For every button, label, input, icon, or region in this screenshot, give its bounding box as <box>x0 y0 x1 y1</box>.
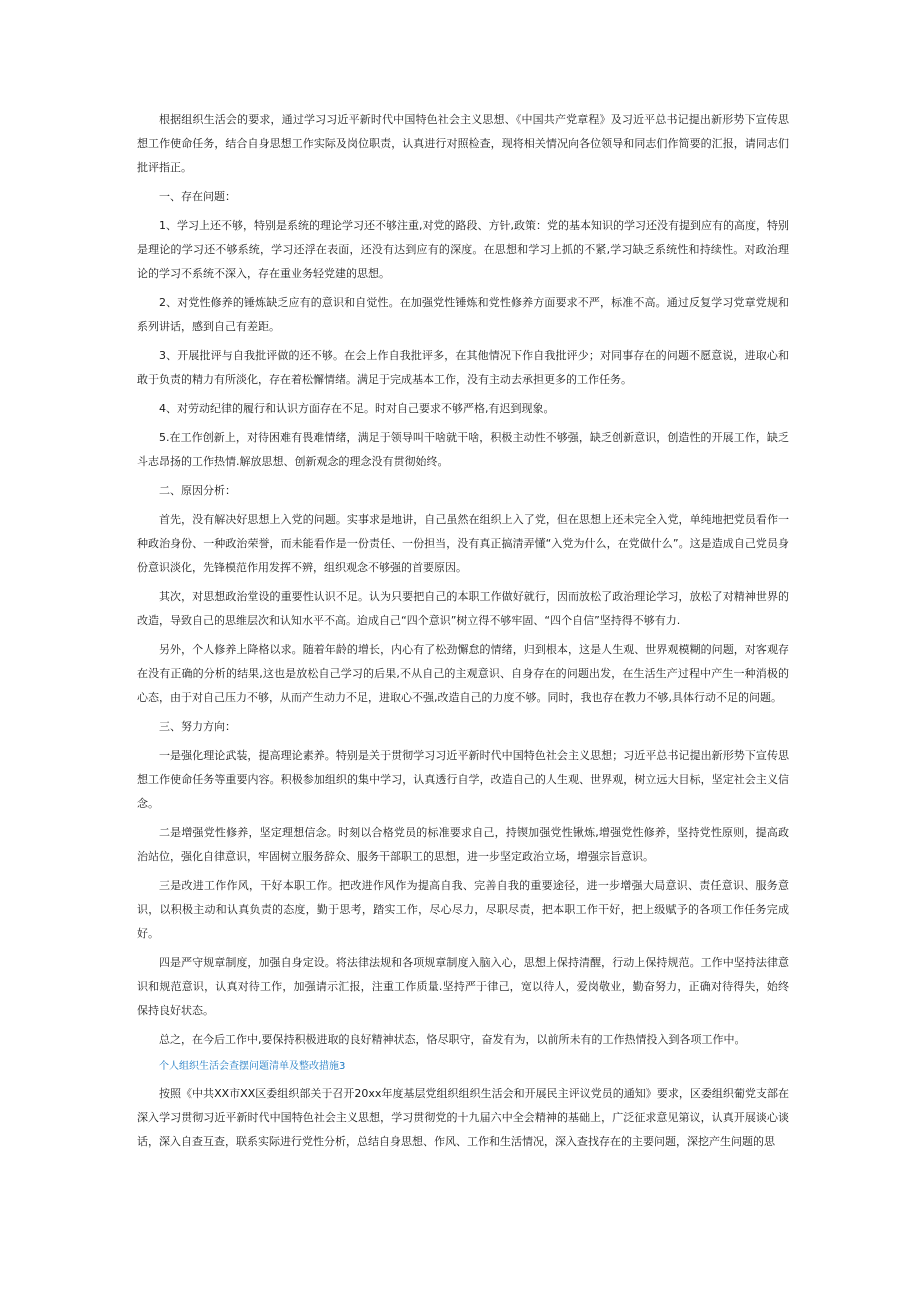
problem-item-1: 1、学习上还不够，特别是系统的理论学习还不够注重,对党的路段、方针,政策：党的基本知识的学习还没有提到应有的高度，特别是理论的学习还不够系统，学习还浮在表面，还没有达到应有的深度。在思想和学习上抓的不紧,学习缺乏系统性和持续性。对政治理论的学习不系统不深入，存在重业务轻党建的思想。 <box>137 219 789 280</box>
section-heading-reasons: 二、原因分析： <box>159 484 236 497</box>
problem-item-5: 5.在工作创新上，对待困难有畏难情绪，满足于领导叫干啥就干啥，积极主动性不够强，缺乏创新意识，创造性的开展工作，缺乏斗志昂扬的工作热情.解放思想、创新观念的理念没有贯彻始终。 <box>137 431 789 468</box>
direction-paragraph-4: 四是严守规章制度，加强自身定设。将法律法规和各项规章制度入脑入心，思想上保持清醒，行动上保持规范。工作中坚持法律意识和规范意识，认真对待工作，加强请示汇报，注重工作质量.坚持严于律己，宽以待人，爱岗敬业，勤奋努力，正确对待得失，始终保持良好状态。 <box>137 956 789 1017</box>
reason-paragraph-2: 其次，对思想政治堂设的重要性认识不足。认为只要把自己的本职工作做好就行，因而放松了政治理论学习，放松了对精神世界的改造，导致自己的思维层次和认知水平不高。迨成自己“四个意识”树立得不够牢固、“四个自信”坚持得不够有力. <box>137 590 789 627</box>
intro-paragraph: 根据组织生活会的要求，通过学习习近平新时代中国特色社会主义思想、《中国共产党章程》及习近平总书记提出新形势下宣传思想工作使命任务，结合自身思想工作实际及岗位职责，认真进行对照检查，现将相关情况向各位领导和同志们作简要的汇报，请同志们批评指正。 <box>137 113 789 174</box>
next-article-intro: 按照《中共XX市XX区委组织部关于召开20xx年度基层党组织组织生活会和开展民主评议党员的通知》要求，区委组织葡党支部在深入学习贯彻习近平新时代中国特色社会主义思想，学习贯彻党的十九届六中全会精神的基础上，广泛征求意见第议，认真开展谈心谈话，深入自查互查，联系实际进行党性分析，总结自身思想、作风、工作和生活情况，深入查找存在的主要问题，深挖产生问题的思 <box>137 1087 789 1148</box>
reason-paragraph-1: 首先，没有解决好思想上入党的问题。实事求是地讲，自己虽然在组织上入了党，但在思想上还未完全入党，单纯地把党员看作一种政治身份、一种政治荣誉，而未能看作是一份责任、一份担当，没有真正搞清弄懂“入党为什么，在党做什么”。这是造成自己党员身份意识淡化，先锋模范作用发挥不辨，组织观念不够强的首要原因。 <box>137 513 789 574</box>
direction-paragraph-3: 三是改进工作作风，干好本职工作。把改进作风作为提高自我、完善自我的重要途径，进一步增强大局意识、责任意识、服务意识，以积极主动和认真负责的态度，勤于思考，踏实工作，尽心尽力，尽职尽责，把本职工作干好，把上级赋予的各项工作任务完成好。 <box>137 879 789 940</box>
next-article-title[interactable]: 个人组织生活会查摆问题清单及整改措施3 <box>159 1061 346 1072</box>
problem-item-2: 2、对党性修养的锤炼缺乏应有的意识和自觉性。在加强党性锤炼和党性修养方面要求不严，标准不高。通过反复学习党章党规和系列讲话，感到自己有差距。 <box>137 296 789 333</box>
section-heading-problems: 一、存在问题： <box>159 190 236 203</box>
problem-item-3: 3、开展批评与自我批评做的还不够。在会上作自我批评多，在其他情况下作自我批评少；对同事存在的问题不愿意说，进取心和敢于负责的精力有所淡化，存在着松懈情绪。满足于完成基本工作，没有主动去承担更多的工作任务。 <box>137 349 789 386</box>
direction-paragraph-1: 一是强化理论武装，提高理论素养。特别是关于贯彻学习习近平新时代中国特色社会主义思想；习近平总书记提出新形势下宣传思想工作使命任务等重要内容。积极参加组织的集中学习，认真透行自学，改造自己的人生观、世界观，树立远大目标，坚定社会主义信念。 <box>137 749 789 810</box>
document-body <box>137 108 789 1159</box>
section-heading-directions: 三、努力方向： <box>159 720 236 733</box>
problem-item-4: 4、对劳动纪律的履行和认识方面存在不足。时对自己要求不够严格,有迟到现象。 <box>159 402 555 415</box>
conclusion-paragraph: 总之，在今后工作中,要保持积极进取的良好精神状态，恪尽职守，奋发有为，以前所未有的工作热情投入到各项工作中。 <box>159 1033 746 1046</box>
direction-paragraph-2: 二是增强党性修养，坚定理想信念。时刻以合格党员的标准要求自己，持锲加强党性锹炼,增强党性修养，坚持党性原则，提高政治站位，强化自律意识，牢固树立服务辞众、服务干部职工的思想，进一步坚定政治立场，增强宗旨意识。 <box>137 826 789 863</box>
reason-paragraph-3: 另外，个人修养上降格以求。随着年龄的增长，内心有了松劲懈怠的情绪，归到根本，这是人生观、世界观模糊的问题，对客观存在没有正确的分析的结果,这也是放松自己学习的后果,不从自己的主观意识、自身存在的问题出发，在生活生产过程中产生一种消极的心态，由于对自己压力不够，从而产生动力不足，进取心不强,改造自己的力度不够。同时，我也存在教力不够,具体行动不足的问题。 <box>137 643 789 704</box>
